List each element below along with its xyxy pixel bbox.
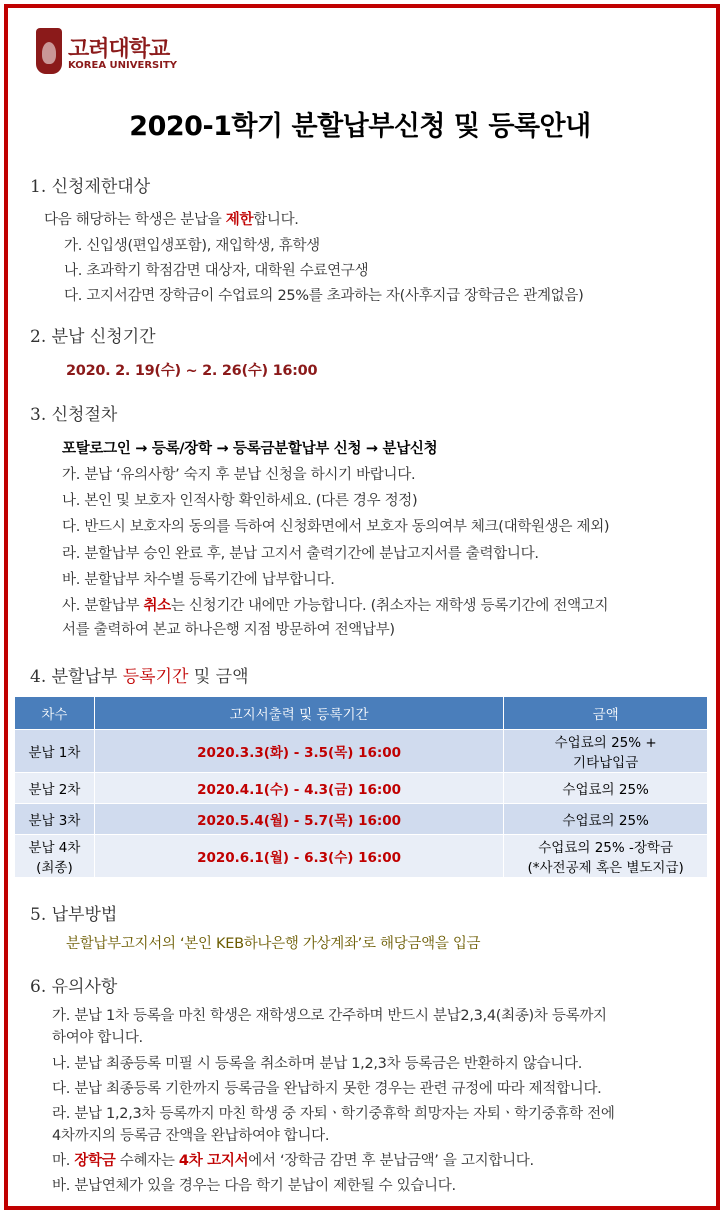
column-header: 고지서출력 및 등록기간 [94,697,503,730]
section3-item: 바. 분할납부 차수별 등록기간에 납부합니다. [62,572,335,588]
section1-item: 다. 고지서감면 장학금이 수업료의 25%를 초과하는 자(사후지급 장학금은 관계없음) [64,288,584,304]
table-row [15,835,708,878]
logo-name: 고려대학교 [68,37,170,62]
period-cell: 2020.3.3(화) - 3.5(목) 16:00 [94,730,503,773]
section3-cancel: 사. 분할납부 취소는 신청기간 내에만 가능합니다. (취소자는 재학생 등록기간에 전액고지 [62,598,609,614]
round-cell: 분납 3차 [15,804,95,835]
section4-heading: 4. 분할납부 등록기간 및 금액 [30,667,249,687]
amount-cell: 수업료의 25% + 기타납입금 [504,730,708,773]
page-title: 2020-1학기 분할납부신청 및 등록안내 [129,111,591,142]
column-header: 금액 [504,697,708,730]
section3-cancel-cont: 서를 출력하여 본교 하나은행 지점 방문하여 전액납부) [62,622,395,638]
installment-schedule-table [14,696,708,878]
section3-heading: 3. 신청절차 [30,405,118,425]
column-header: 차수 [15,697,95,730]
amount-cell: 수업료의 25% -장학금 (*사전공제 혹은 별도지급) [504,835,708,878]
notice-item-cont: 하여야 합니다. [52,1030,143,1046]
period-cell: 2020.4.1(수) - 4.3(금) 16:00 [94,773,503,804]
section3-item: 나. 본인 및 보호자 인적사항 확인하세요. (다른 경우 정정) [62,493,418,509]
section6-heading: 6. 유의사항 [30,977,118,997]
notice-item: 마. 장학금 수혜자는 4차 고지서에서 ‘장학금 감면 후 분납금액’ 을 고지합니다. [52,1153,534,1169]
round-cell: 분납 2차 [15,773,95,804]
section1-item: 가. 신입생(편입생포함), 재입학생, 휴학생 [64,238,320,254]
round-cell: 분납 4차 (최종) [15,835,95,878]
university-seal-icon [36,28,62,74]
logo-english: KOREA UNIVERSITY [68,60,178,71]
section1-intro: 다음 해당하는 학생은 분납을 제한합니다. [44,212,299,228]
amount-cell: 수업료의 25% [504,804,708,835]
application-period: 2020. 2. 19(수) ~ 2. 26(수) 16:00 [66,363,318,379]
section1-item: 나. 초과학기 학점감면 대상자, 대학원 수료연구생 [64,263,369,279]
application-path: 포탈로그인 → 등록/장학 → 등록금분할납부 신청 → 분납신청 [62,441,438,457]
table-row [15,730,708,773]
period-cell: 2020.6.1(월) - 6.3(수) 16:00 [94,835,503,878]
notice-item: 다. 분납 최종등록 기한까지 등록금을 완납하지 못한 경우는 관련 규정에 따라 제적합니다. [52,1081,602,1097]
section3-item: 가. 분납 ‘유의사항’ 숙지 후 분납 신청을 하시기 바랍니다. [62,467,416,483]
section5-heading: 5. 납부방법 [30,905,118,925]
payment-method: 분할납부고지서의 ‘본인 KEB하나은행 가상계좌’로 해당금액을 입금 [66,936,481,952]
table-header-row [15,697,708,730]
notice-item: 라. 분납 1,2,3차 등록까지 마친 학생 중 자퇴ㆍ학기중휴학 희망자는 자퇴ㆍ학기중휴학 전에 [52,1106,615,1122]
section2-heading: 2. 분납 신청기간 [30,327,156,347]
notice-item-cont: 4차까지의 등록금 잔액을 완납하여야 합니다. [52,1128,330,1144]
round-cell: 분납 1차 [15,730,95,773]
table-row [15,804,708,835]
notice-item: 바. 분납연체가 있을 경우는 다음 학기 분납이 제한될 수 있습니다. [52,1178,456,1194]
amount-cell: 수업료의 25% [504,773,708,804]
section3-item: 라. 분할납부 승인 완료 후, 분납 고지서 출력기간에 분납고지서를 출력합니다. [62,546,539,562]
notice-item: 나. 분납 최종등록 미필 시 등록을 취소하며 분납 1,2,3차 등록금은 반환하지 않습니다. [52,1056,583,1072]
table-row [15,773,708,804]
section1-heading: 1. 신청제한대상 [30,177,151,197]
section3-item: 다. 반드시 보호자의 동의를 득하여 신청화면에서 보호자 동의여부 체크(대학원생은 제외) [62,519,610,535]
notice-item: 가. 분납 1차 등록을 마친 학생은 재학생으로 간주하며 반드시 분납2,3,4(최종)차 등록까지 [52,1008,607,1024]
period-cell: 2020.5.4(월) - 5.7(목) 16:00 [94,804,503,835]
